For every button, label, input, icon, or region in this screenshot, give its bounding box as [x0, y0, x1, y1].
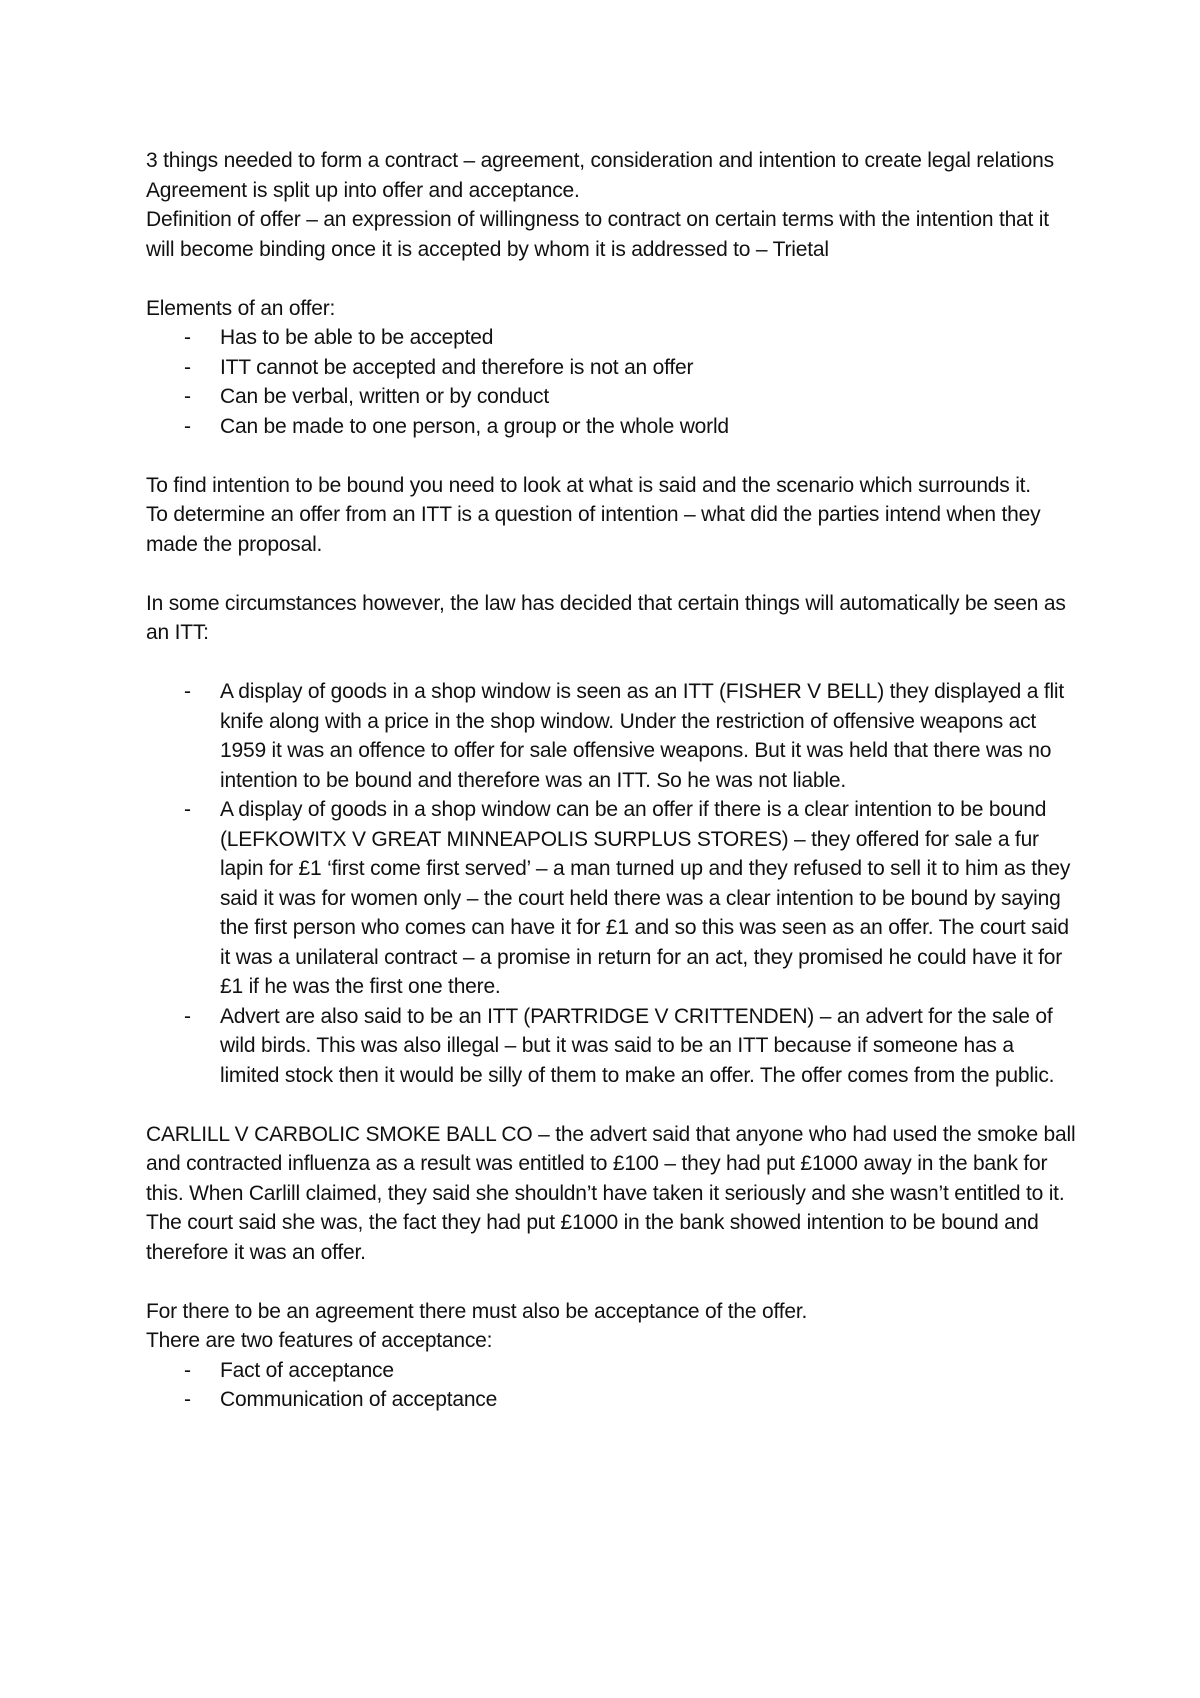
list-item: - Communication of acceptance: [146, 1385, 1076, 1415]
intro-offer-definition: Definition of offer – an expression of willingness to contract on certain terms with the intention that it will become binding once it is accepted by whom it is addressed to – Trietal: [146, 208, 1049, 261]
list-item: - Can be verbal, written or by conduct: [146, 382, 1076, 412]
acceptance-paragraph-2: There are two features of acceptance:: [146, 1329, 493, 1352]
list-item: - Advert are also said to be an ITT (PARTRIDGE V CRITTENDEN) – an advert for the sale of wild birds. This was also illegal – but it was said to be an ITT because if someone has a limited stock then it would be silly of them to make an offer. The offer comes from the public.: [146, 1002, 1076, 1091]
list-item: - A display of goods in a shop window is seen as an ITT (FISHER V BELL) they displayed a flit knife along with a price in the shop window. Under the restriction of offensive weapons act 1959 it was an offence to offer for sale offensive weapons. But it was held that there was no intention to be bound and therefore was an ITT. So he was not liable.: [146, 677, 1076, 795]
list-item: - Can be made to one person, a group or the whole world: [146, 412, 1076, 442]
list-item: - Fact of acceptance: [146, 1356, 1076, 1386]
itt-intro: In some circumstances however, the law has decided that certain things will automatically be seen as an ITT:: [146, 591, 1066, 644]
list-item: - A display of goods in a shop window can be an offer if there is a clear intention to be bound (LEFKOWITX V GREAT MINNEAPOLIS SURPLUS STORES) – they offered for sale a fur lapin for £1 ‘first come first served’ – a man turned up and they refused to sell it to him as they said it was for women only – the court held there was a clear intention to be bound by saying the first person who comes can have it for £1 and so this was seen as an offer. The court said it was a unilateral contract – a promise in return for an act, they promised he could have it for £1 if he was the first one there.: [146, 795, 1076, 1002]
document-page: [146, 146, 1076, 1415]
spacer: [146, 559, 1076, 589]
carlill-paragraph: CARLILL V CARBOLIC SMOKE BALL CO – the advert said that anyone who had used the smoke ball and contracted influenza as a result was entitled to £100 – they had put £1000 away in the bank for this. When Carlill claimed, they said she shouldn’t have taken it seriously and she wasn’t entitled to it. The court said she was, the fact they had put £1000 in the bank showed intention to be bound and therefore it was an offer.: [146, 1122, 1076, 1264]
elements-list: [146, 323, 1076, 441]
spacer: [146, 264, 1076, 294]
list-item: - Has to be able to be accepted: [146, 323, 1076, 353]
intro-contract-requirements: 3 things needed to form a contract – agreement, consideration and intention to create legal relations: [146, 149, 1054, 172]
intention-paragraph-1: To find intention to be bound you need to look at what is said and the scenario which surrounds it.: [146, 473, 1031, 497]
spacer: [146, 441, 1076, 471]
itt-case-list: [146, 677, 1076, 1090]
acceptance-list: [146, 1356, 1076, 1415]
spacer: [146, 648, 1076, 678]
elements-heading: Elements of an offer:: [146, 296, 336, 320]
intention-paragraph-2: To determine an offer from an ITT is a question of intention – what did the parties intend when they made the proposal.: [146, 503, 1041, 556]
acceptance-paragraph-1: For there to be an agreement there must also be acceptance of the offer.: [146, 1299, 808, 1323]
spacer: [146, 1090, 1076, 1120]
spacer: [146, 1267, 1076, 1297]
intro-agreement-split: Agreement is split up into offer and acceptance.: [146, 178, 580, 202]
list-item: - ITT cannot be accepted and therefore is not an offer: [146, 353, 1076, 383]
